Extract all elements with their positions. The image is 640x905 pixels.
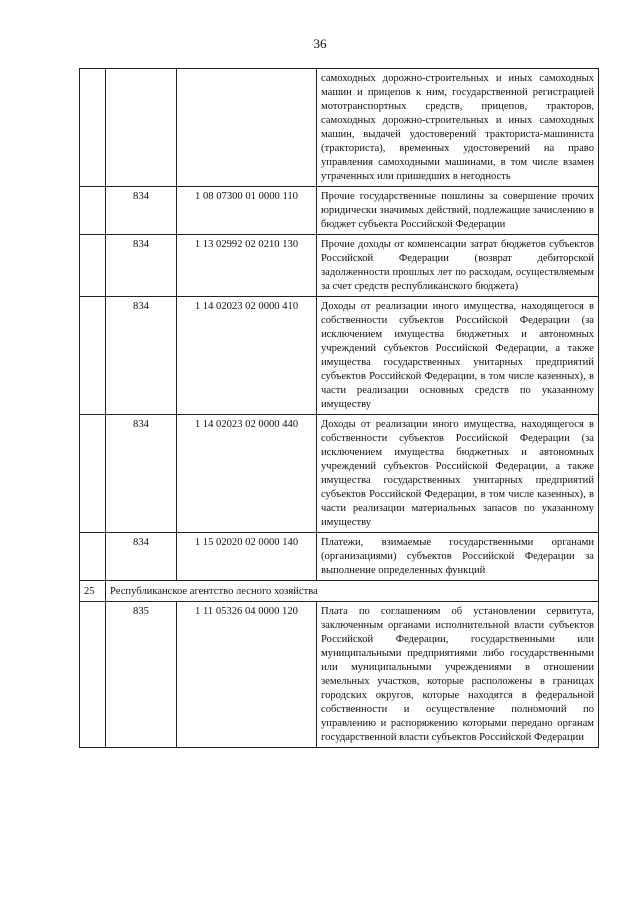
income-description-cell <box>317 187 599 235</box>
table-row <box>80 415 599 533</box>
income-description: Доходы от реализации иного имущества, находящегося в собственности субъектов Российской Федерации (за исключением имущества бюджетных и автономных учреждений субъектов Российской Федерации, а также имущества государственных унитарных предприятий субъектов Российской Федерации, в том числе казенных), в части реализации материальных запасов по указанному имуществу <box>321 419 594 528</box>
income-code: 1 14 02023 02 0000 440 <box>177 415 317 533</box>
income-description-cell <box>317 415 599 533</box>
income-code: 1 08 07300 01 0000 110 <box>177 187 317 235</box>
row-number <box>80 602 106 748</box>
row-number <box>80 297 106 415</box>
income-description-cell <box>317 602 599 748</box>
income-description: Прочие доходы от компенсации затрат бюджетов субъектов Российской Федерации (возврат дебиторской задолженности прошлых лет по расходам, осуществляемым за счет средств республиканского бюджета) <box>321 239 594 292</box>
admin-code <box>106 69 177 187</box>
agency-number: 25 <box>80 581 106 602</box>
income-code: 1 11 05326 04 0000 120 <box>177 602 317 748</box>
income-description-cell <box>317 297 599 415</box>
income-code <box>177 69 317 187</box>
income-code: 1 14 02023 02 0000 410 <box>177 297 317 415</box>
income-description-cell <box>317 69 599 187</box>
income-code: 1 13 02992 02 0210 130 <box>177 235 317 297</box>
table-row <box>80 297 599 415</box>
income-code: 1 15 02020 02 0000 140 <box>177 533 317 581</box>
admin-code: 835 <box>106 602 177 748</box>
table-row <box>80 69 599 187</box>
admin-code: 834 <box>106 297 177 415</box>
row-number <box>80 187 106 235</box>
income-description: Плата по соглашениям об установлении сервитута, заключенным органами исполнительной власти субъектов Российской Федерации, государственными или муниципальными предприятиями либо государственными или муниципальными учреждениями в отношении земельных участков, которые расположены в границах городских округов, которые находятся в федеральной собственности и осуществление полномочий по управлению и распоряжению которыми передано органам государственной власти субъектов Российской Федерации <box>321 606 594 743</box>
agency-name: Республиканское агентство лесного хозяйства <box>106 581 599 602</box>
income-description-cell <box>317 533 599 581</box>
income-codes-table <box>79 68 599 748</box>
table-row <box>80 187 599 235</box>
admin-code: 834 <box>106 533 177 581</box>
income-description: Платежи, взимаемые государственными органами (организациями) субъектов Российской Федерации за выполнение определенных функций <box>321 537 594 576</box>
income-description: самоходных дорожно-строительных и иных самоходных машин и прицепов к ним, государственной регистрацией мототранспортных средств, прицепов, тракторов, самоходных дорожно-строительных и иных самоходных машин, выдачей удостоверений тракториста-машиниста (тракториста), временных удостоверений на право управления самоходными машинами, в том числе взамен утраченных или пришедших в негодность <box>321 73 594 182</box>
admin-code: 834 <box>106 187 177 235</box>
admin-code: 834 <box>106 415 177 533</box>
agency-row <box>80 581 599 602</box>
admin-code: 834 <box>106 235 177 297</box>
table-row <box>80 602 599 748</box>
row-number <box>80 533 106 581</box>
income-description: Доходы от реализации иного имущества, находящегося в собственности субъектов Российской Федерации (за исключением имущества бюджетных и автономных учреждений субъектов Российской Федерации, а также имущества государственных унитарных предприятий субъектов Российской Федерации, в том числе казенных), в части реализации основных средств по указанному имуществу <box>321 301 594 410</box>
income-description: Прочие государственные пошлины за совершение прочих юридически значимых действий, подлежащие зачислению в бюджет субъекта Российской Федерации <box>321 191 594 230</box>
row-number <box>80 69 106 187</box>
row-number <box>80 235 106 297</box>
table-row <box>80 533 599 581</box>
page-number: 36 <box>313 36 327 51</box>
table-row <box>80 235 599 297</box>
income-description-cell <box>317 235 599 297</box>
row-number <box>80 415 106 533</box>
